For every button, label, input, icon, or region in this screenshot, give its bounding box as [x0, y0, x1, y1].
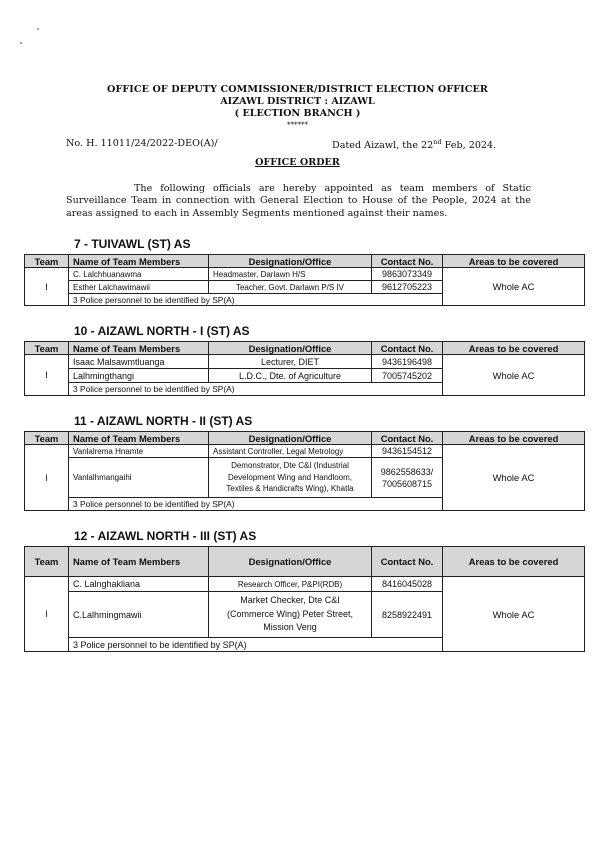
member-name: Vanlalrema Hnamte	[69, 445, 209, 458]
scan-speck	[37, 28, 39, 30]
table-header-row	[25, 255, 585, 268]
col-designation: Designation/Office	[209, 432, 372, 445]
team-table	[24, 546, 585, 652]
contact-line: 9862558633/	[380, 466, 434, 477]
member-designation-multiline	[209, 458, 372, 498]
table-row	[25, 268, 585, 281]
section-title: 10 - AIZAWL NORTH - I (ST) AS	[74, 324, 250, 338]
office-heading: OFFICE OF DEPUTY COMMISSIONER/DISTRICT ELECTION OFFICER	[106, 84, 488, 95]
designation-line: Demonstrator, Dte C&I (Industrial	[231, 461, 349, 471]
col-contact: Contact No.	[372, 432, 443, 445]
member-designation: Headmaster, Darlawn H/S	[209, 268, 372, 281]
member-designation: L.D.C., Dte. of Agriculture	[209, 369, 372, 383]
col-designation: Designation/Office	[209, 547, 372, 577]
district-heading: AIZAWL DISTRICT : AIZAWL	[220, 96, 375, 107]
dated-line	[332, 138, 496, 151]
order-title: OFFICE ORDER	[255, 157, 340, 168]
col-contact: Contact No.	[372, 255, 443, 268]
member-contact: 9436154512	[372, 445, 443, 458]
police-note: 3 Police personnel to be identified by SP(A)	[69, 383, 443, 396]
designation-line: (Commerce Wing) Peter Street,	[226, 608, 354, 619]
member-designation: Research Officer, P&PI(RDB)	[209, 577, 372, 592]
col-areas: Areas to be covered	[443, 342, 585, 355]
team-table	[24, 341, 585, 396]
col-areas: Areas to be covered	[443, 547, 585, 577]
member-name: C. Lalchhuanawma	[69, 268, 209, 281]
areas-cell: Whole AC	[443, 577, 585, 652]
member-contact: 7005745202	[372, 369, 443, 383]
member-designation-multiline	[209, 592, 372, 638]
designation-line: Textiles & Handicrafts Wing), Khatla	[226, 484, 354, 494]
reference-number: No. H. 11011/24/2022-DEO(A)/	[66, 138, 218, 149]
table-header-row	[25, 342, 585, 355]
scan-speck	[20, 42, 22, 44]
section-title: 12 - AIZAWL NORTH - III (ST) AS	[74, 529, 257, 543]
col-name: Name of Team Members	[69, 255, 209, 268]
contact-line: 7005608715	[381, 478, 433, 489]
col-name: Name of Team Members	[69, 432, 209, 445]
police-note: 3 Police personnel to be identified by SP(A)	[69, 638, 443, 652]
member-designation: Teacher, Govt. Darlawn P/S IV	[209, 281, 372, 294]
member-name: Isaac Malsawmtluanga	[69, 355, 209, 369]
table-row	[25, 355, 585, 369]
team-cell: I	[25, 355, 69, 396]
member-contact-multiline	[372, 458, 443, 498]
member-name: C. Lalnghakliana	[69, 577, 209, 592]
table-header-row	[25, 547, 585, 577]
section-title: 7 - TUIVAWL (ST) AS	[74, 237, 191, 251]
dated-prefix: Dated Aizawl, the 22	[332, 140, 434, 152]
col-team: Team	[25, 342, 69, 355]
col-areas: Areas to be covered	[443, 432, 585, 445]
col-designation: Designation/Office	[209, 255, 372, 268]
member-contact: 9612705223	[372, 281, 443, 294]
star-divider: ******	[287, 121, 308, 129]
police-note: 3 Police personnel to be identified by SP(A)	[69, 498, 443, 511]
col-team: Team	[25, 432, 69, 445]
col-contact: Contact No.	[372, 547, 443, 577]
member-designation: Lecturer, DIET	[209, 355, 372, 369]
col-areas: Areas to be covered	[443, 255, 585, 268]
team-cell: I	[25, 445, 69, 511]
team-cell: I	[25, 577, 69, 652]
team-table	[24, 254, 585, 306]
member-name: C.Lalhmingmawii	[69, 592, 209, 638]
table-header-row	[25, 432, 585, 445]
col-team: Team	[25, 547, 69, 577]
col-designation: Designation/Office	[209, 342, 372, 355]
dated-rest: Feb, 2024.	[441, 140, 497, 152]
member-contact: 9436196498	[372, 355, 443, 369]
areas-cell: Whole AC	[443, 445, 585, 511]
col-team: Team	[25, 255, 69, 268]
member-contact: 8416045028	[372, 577, 443, 592]
col-name: Name of Team Members	[69, 342, 209, 355]
branch-heading: ( ELECTION BRANCH )	[234, 108, 361, 119]
member-name: Esther Lalchawimawii	[69, 281, 209, 294]
designation-line: Mission Veng	[263, 622, 317, 633]
section-title: 11 - AIZAWL NORTH - II (ST) AS	[74, 414, 253, 428]
table-row	[25, 445, 585, 458]
col-contact: Contact No.	[372, 342, 443, 355]
order-title-line	[0, 157, 595, 168]
dated-suffix: nd	[433, 138, 442, 146]
member-designation: Assistant Controller, Legal Metrology	[209, 445, 372, 458]
member-contact: 9863073349	[372, 268, 443, 281]
areas-cell: Whole AC	[443, 268, 585, 306]
designation-line: Development Wing and Handloom,	[227, 472, 353, 482]
order-paragraph: The following officials are hereby appointed as team members of Static Surveillance Team in connection with General Election to House of the People, 2024 at the areas assigned to each in Assembly Segments mentioned against their names.	[66, 183, 531, 219]
designation-line: Market Checker, Dte C&I	[240, 595, 340, 606]
member-name: Lalhmingthangi	[69, 369, 209, 383]
police-note: 3 Police personnel to be identified by SP(A)	[69, 294, 443, 306]
member-name: Vanlalhmangaihi	[69, 458, 209, 498]
member-contact: 8258922491	[372, 592, 443, 638]
team-cell: I	[25, 268, 69, 306]
col-name: Name of Team Members	[69, 547, 209, 577]
team-table	[24, 431, 585, 511]
areas-cell: Whole AC	[443, 355, 585, 396]
table-row	[25, 577, 585, 592]
